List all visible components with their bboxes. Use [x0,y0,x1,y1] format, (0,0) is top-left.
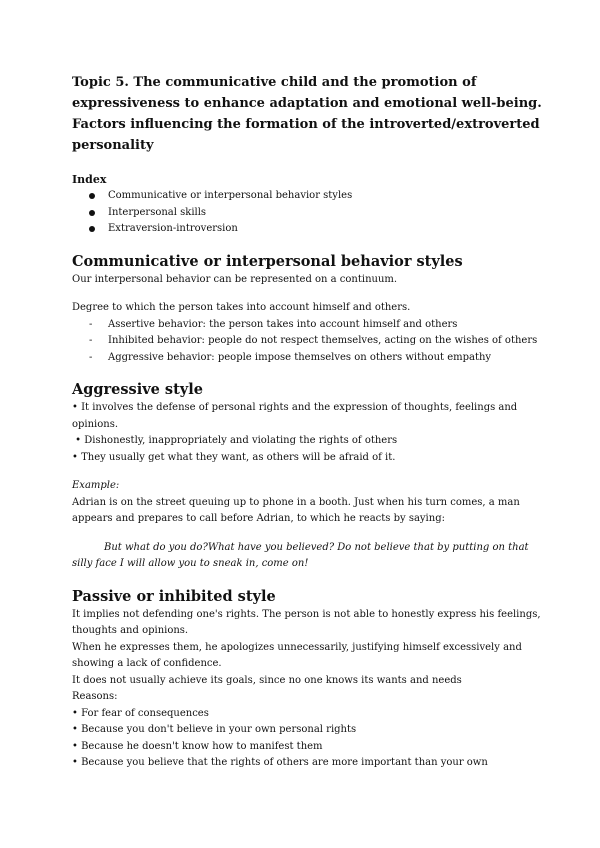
document-title: Topic 5. The communicative child and the promotion of expressiveness to enhance adaptation and emotional well-being. Factors influencing the formation of the introverted/extroverted personality [72,75,542,153]
example-label: Example: [72,480,120,491]
index-item: Extraversion-introversion [72,221,544,238]
list-item: • Because he doesn't know how to manifest them [72,740,323,752]
section-heading-communicative-styles: Communicative or interpersonal behavior styles [72,252,463,270]
index-list [72,188,544,238]
list-item: • Because you believe that the rights of others are more important than your own [72,757,488,768]
paragraph: • It involves the defense of personal rights and the expression of thoughts, feelings and opinions. [72,402,518,430]
dash-icon: - [89,351,93,363]
index-item: Communicative or interpersonal behavior styles [72,188,544,205]
list-item: • For fear of consequences [72,707,209,719]
paragraph: It implies not defending one's rights. The person is not able to honestly express his feelings, thoughts and opinions. [72,608,541,636]
list-item: • Because you don't believe in your own personal rights [72,724,357,735]
index-heading: Index [72,173,107,186]
dash-icon: - [89,318,93,330]
paragraph: When he expresses them, he apologizes unnecessarily, justifying himself excessively and showing a lack of confidence. [72,641,522,669]
paragraph: • They usually get what they want, as others will be afraid of it. [72,451,396,463]
index-item: Interpersonal skills [72,205,544,222]
paragraph: Reasons: [72,691,118,702]
bullet-icon [89,210,95,216]
bullet-icon [89,226,95,232]
list-item: - Inhibited behavior: people do not respect themselves, acting on the wishes of others [72,333,544,350]
paragraph: Degree to which the person takes into account himself and others. [72,302,411,313]
list-item: - Aggressive behavior: people impose themselves on others without empathy [72,350,544,367]
paragraph: Our interpersonal behavior can be represented on a continuum. [72,273,398,285]
example-text: Adrian is on the street queuing up to phone in a booth. Just when his turn comes, a man appears and prepares to call before Adrian, to which he reacts by saying: [72,496,520,524]
paragraph: It does not usually achieve its goals, since no one knows its wants and needs [72,674,462,686]
bullet-icon [89,193,95,199]
section-heading-aggressive-style: Aggressive style [72,381,203,398]
paragraph: • Dishonestly, inappropriately and violating the rights of others [72,435,398,446]
example-quote: But what do you do?What have you believed? Do not believe that by putting on that silly face I will allow you to sneak in, come on! [72,541,529,569]
behavior-list [72,317,544,367]
dash-icon: - [89,335,93,346]
section-heading-passive-style: Passive or inhibited style [72,587,276,605]
list-item: - Assertive behavior: the person takes into account himself and others [72,317,544,334]
